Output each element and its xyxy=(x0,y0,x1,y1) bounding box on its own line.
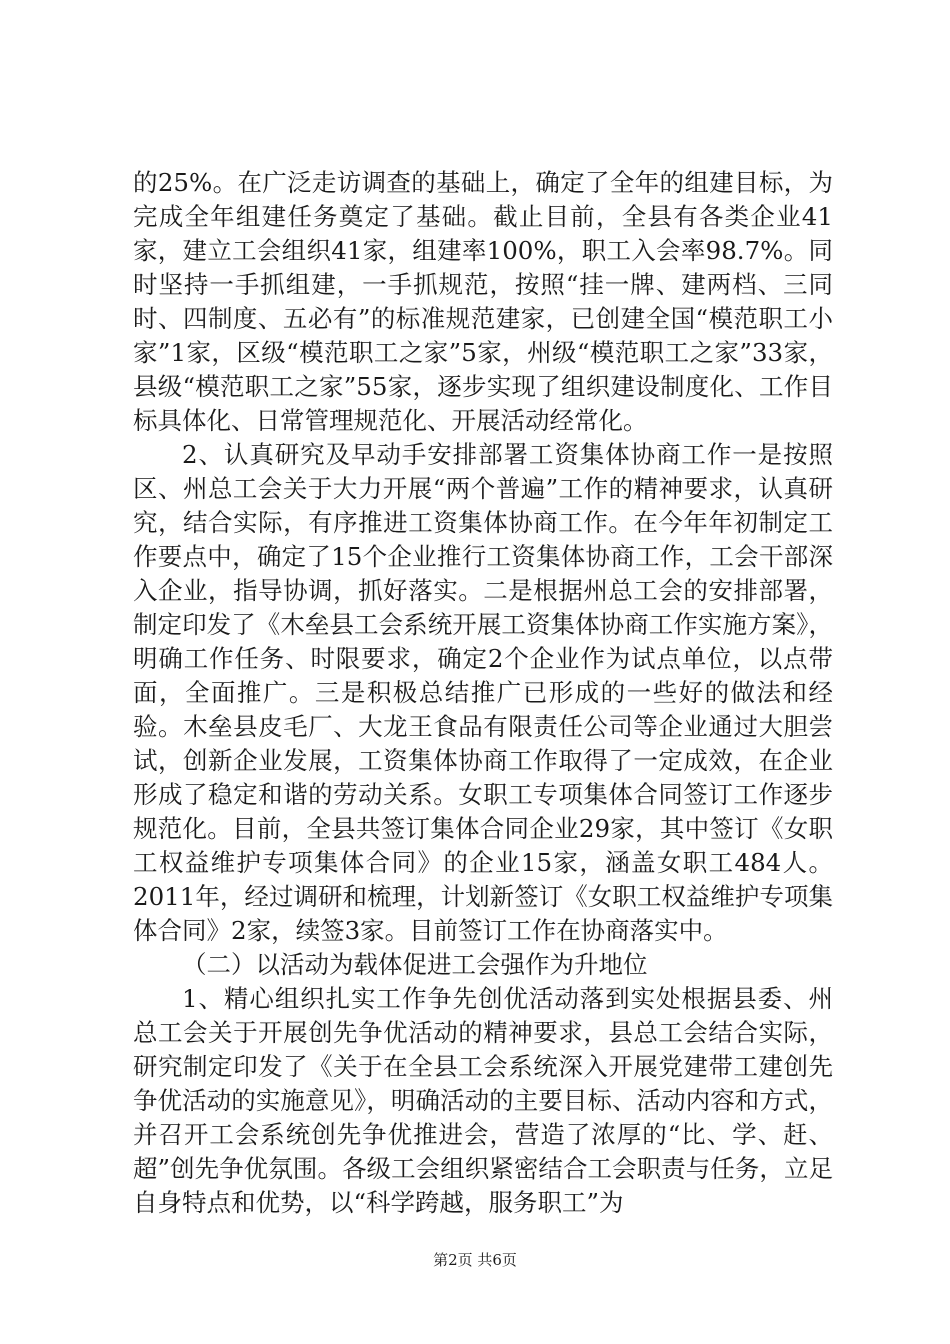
paragraph-excellence-activity: 1、精心组织扎实工作争先创优活动落到实处根据县委、州总工会关于开展创先争优活动的精神要求，县总工会结合实际，研究制定印发了《关于在全县工会系统深入开展党建带工建创先争优活动的实施意见》，明确活动的主要目标、活动内容和方式，并召开工会系统创先争优推进会，营造了浓厚的“比、学、赶、超”创先争优氛围。各级工会组织紧密结合工会职责与任务，立足自身特点和优势，以“科学跨越，服务职工”为 xyxy=(133,984,833,1217)
paragraph-wage-negotiation: 2、认真研究及早动手安排部署工资集体协商工作一是按照区、州总工会关于大力开展“两个普遍”工作的精神要求，认真研究，结合实际，有序推进工资集体协商工作。在今年年初制定工作要点中，确定了15个企业推行工资集体协商工作，工会干部深入企业，指导协调，抓好落实。二是根据州总工会的安排部署，制定印发了《木垒县工会系统开展工资集体协商工作实施方案》，明确工作任务、时限要求，确定2个企业作为试点单位，以点带面，全面推广。三是积极总结推广已形成的一些好的做法和经验。木垒县皮毛厂、大龙王食品有限责任公司等企业通过大胆尝试，创新企业发展，工资集体协商工作取得了一定成效，在企业形成了稳定和谐的劳动关系。女职工专项集体合同签订工作逐步规范化。目前，全县共签订集体合同企业29家，其中签订《女职工权益维护专项集体合同》的企业15家，涵盖女职工484人。2011年，经过调研和梳理，计划新签订《女职工权益维护专项集体合同》2家，续签3家。目前签订工作在协商落实中。 xyxy=(133,440,833,945)
document-body xyxy=(133,166,833,1220)
paragraph-continuation: 的25%。在广泛走访调查的基础上，确定了全年的组建目标，为完成全年组建任务奠定了基础。截止目前，全县有各类企业41家，建立工会组织41家，组建率100%，职工入会率98.7%。同时坚持一手抓组建，一手抓规范，按照“挂一牌、建两档、三同时、四制度、五必有”的标准规范建家，已创建全国“模范职工小家”1家，区级“模范职工之家”5家，州级“模范职工之家”33家，县级“模范职工之家”55家，逐步实现了组织建设制度化、工作目标具体化、日常管理规范化、开展活动经常化。 xyxy=(133,168,833,435)
section-heading: （二）以活动为载体促进工会强作为升地位 xyxy=(182,950,648,979)
page-number-footer: 第2页 共6页 xyxy=(433,1251,517,1269)
